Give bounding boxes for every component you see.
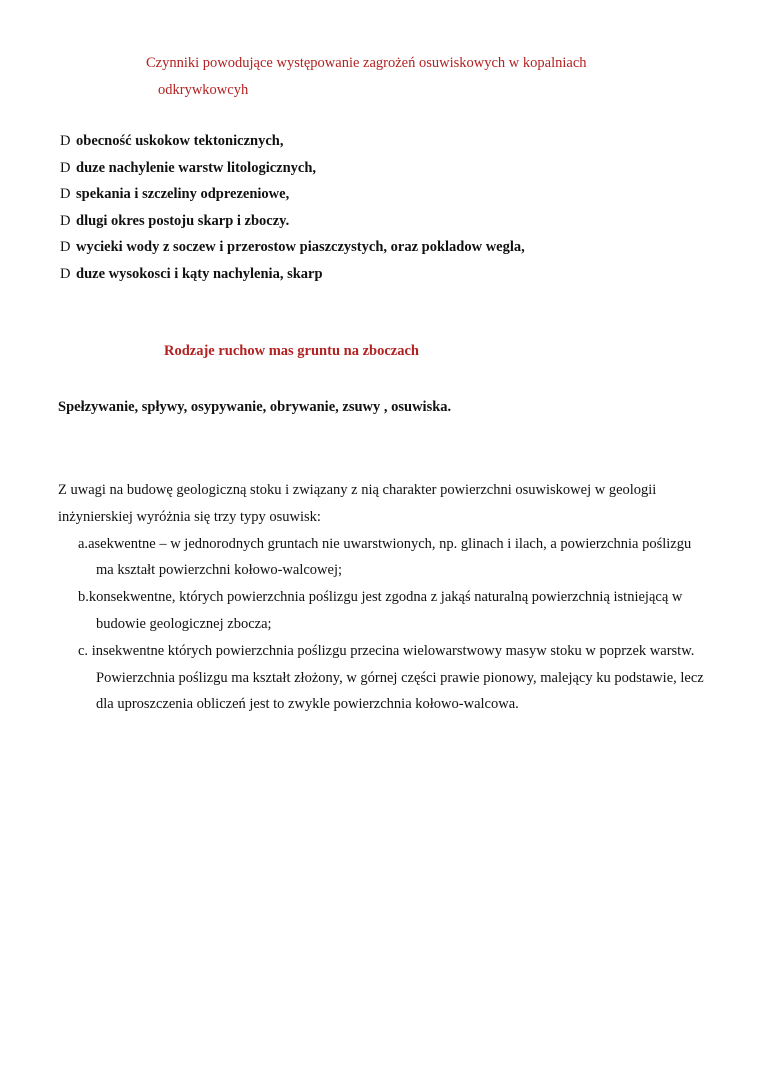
movement-types-text: Spełzywanie, spływy, osypywanie, obrywanie, zsuwy , osuwiska. (58, 399, 452, 415)
list-item (58, 531, 708, 585)
landslide-types-list (58, 531, 708, 719)
bullet-marker: D (60, 133, 71, 149)
list-item (60, 261, 525, 288)
bullet-marker: D (60, 212, 71, 229)
item-marker: c. (78, 642, 89, 659)
list-item (58, 638, 708, 718)
type-text: insekwentne których powierzchnia poślizgu przecina wielowarstwowy masyw stoku w poprzek warstw. Powierzchnia poślizgu ma kształt złożony, w górnej części prawie pionowy, malejący ku podstawie, lecz dla uproszczenia obliczeń jest to zwykle powierzchnia kołowo-walcowa. (91, 642, 704, 713)
title-line-2: odkrywkowcyh (158, 82, 249, 98)
type-text: asekwentne – w jednorodnych gruntach nie uwarstwionych, np. glinach i ilach, a powierzchnia poślizgu ma kształt powierzchni kołowo-walcowej; (88, 535, 692, 579)
list-item (60, 155, 525, 182)
item-marker: b. (78, 589, 89, 606)
type-text: konsekwentne, których powierzchnia poślizgu jest zgodna z jakąś naturalną powierzchnią istniejącą w budowie geologicznej zbocza; (88, 589, 683, 632)
list-item (60, 128, 525, 155)
bullet-marker: D (60, 265, 71, 282)
list-item (60, 181, 525, 208)
document-title (146, 50, 706, 104)
landslide-types-paragraph (58, 477, 708, 718)
factor-text: spekania i szczeliny odprezeniowe, (76, 186, 290, 202)
title-line-1: Czynniki powodujące występowanie zagrożeń osuwiskowych w kopalniach (146, 55, 587, 71)
factor-text: wycieki wody z soczew i przerostow piaszczystych, oraz pokladow wegla, (76, 239, 525, 255)
intro-line-2: inżynierskiej wyróżnia się trzy typy osuwisk: (58, 508, 321, 525)
factors-list (60, 128, 525, 287)
section-heading: Rodzaje ruchow mas gruntu na zboczach (164, 343, 419, 359)
list-item (60, 234, 525, 261)
list-item (58, 584, 708, 638)
factor-text: duze wysokosci i kąty nachylenia, skarp (76, 265, 323, 282)
factor-text: dlugi okres postoju skarp i zboczy. (76, 212, 290, 229)
list-item (60, 208, 525, 235)
factor-text: duze nachylenie warstw litologicznych, (76, 159, 317, 176)
bullet-marker: D (60, 159, 71, 176)
factor-text: obecność uskokow tektonicznych, (76, 133, 284, 149)
intro-line-1: Z uwagi na budowę geologiczną stoku i związany z nią charakter powierzchni osuwiskowej w geologii (58, 482, 657, 498)
bullet-marker: D (60, 239, 71, 255)
bullet-marker: D (60, 186, 71, 202)
item-marker: a. (78, 535, 89, 552)
